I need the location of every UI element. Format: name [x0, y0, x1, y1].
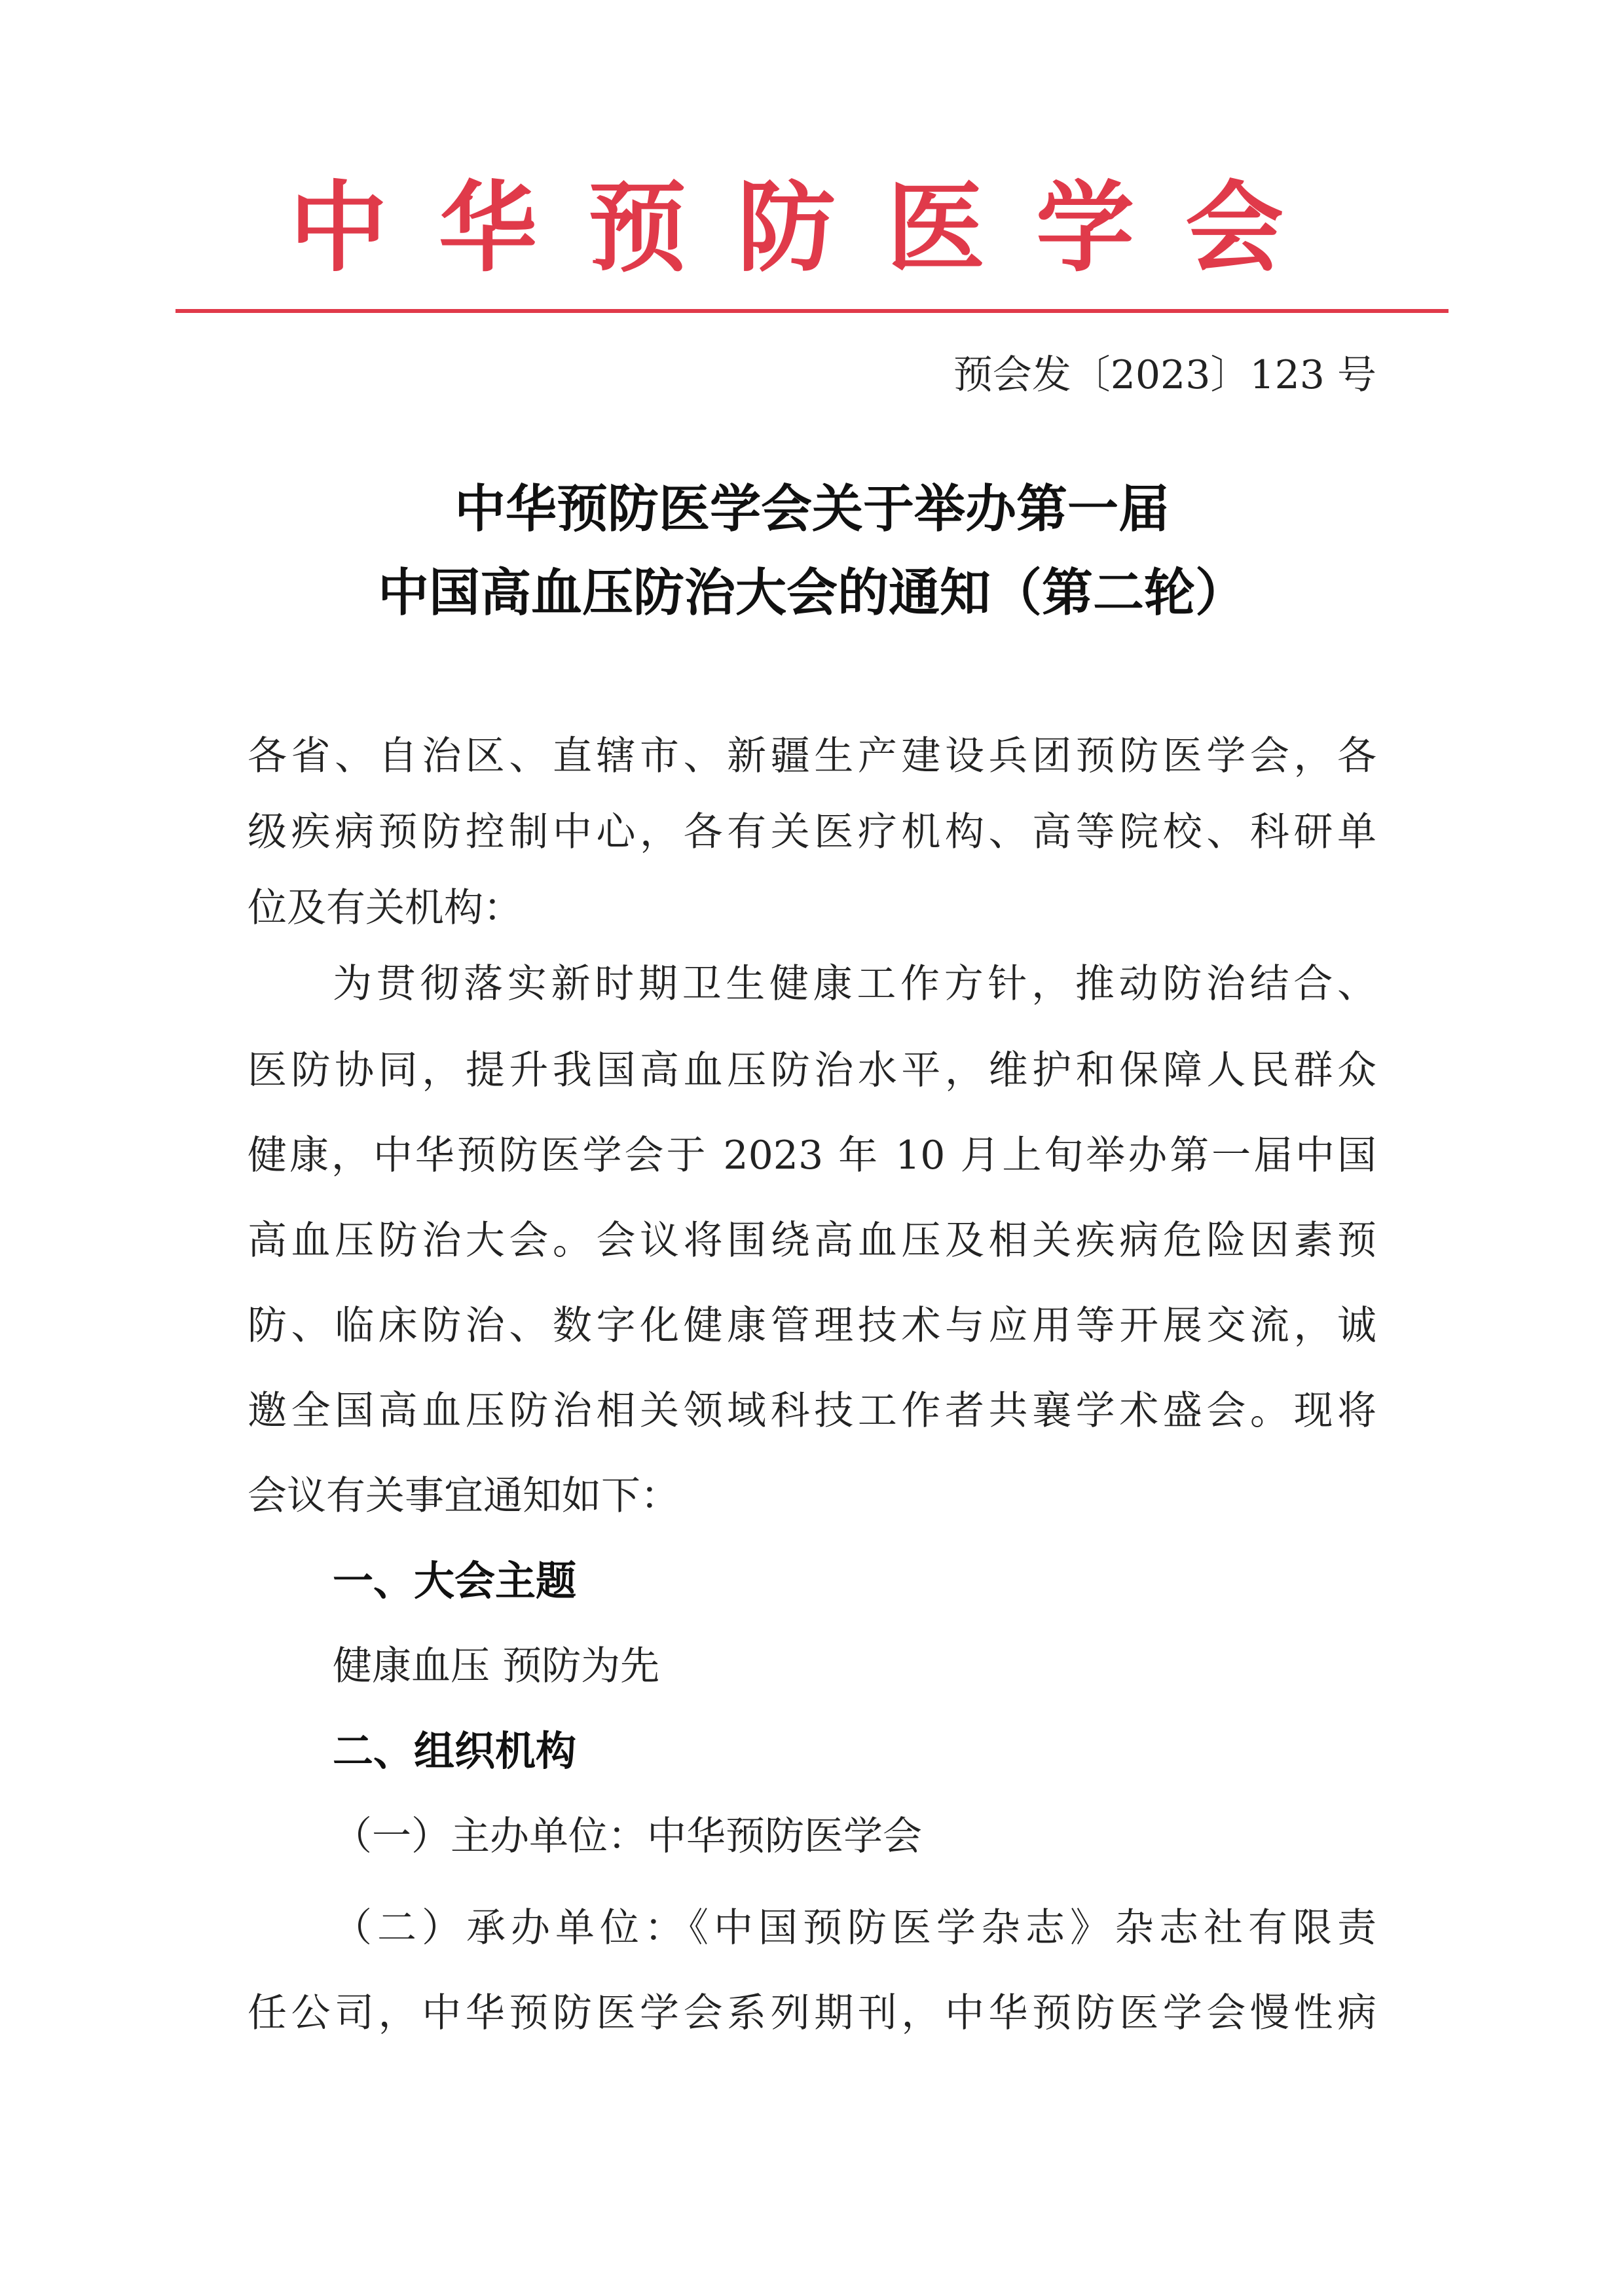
intro-line: 健康，中华预防医学会于 2023 年 10 月上旬举办第一届中国	[248, 1133, 1376, 1178]
intro-line: 高血压防治大会。会议将围绕高血压及相关疾病危险因素预	[248, 1218, 1376, 1264]
intro-line: 邀全国高血压防治相关领域科技工作者共襄学术盛会。现将	[248, 1388, 1376, 1434]
section-2-organizer-line: （二）承办单位：《中国预防医学杂志》杂志社有限责	[333, 1905, 1376, 1951]
document-number: 预会发〔2023〕123 号	[953, 352, 1376, 398]
addressee-line: 位及有关机构：	[248, 885, 523, 931]
document-title-line-2: 中国高血压防治大会的通知（第二轮）	[377, 564, 1246, 623]
intro-line: 医防协同，提升我国高血压防治水平，维护和保障人民群众	[248, 1048, 1376, 1093]
intro-line: 为贯彻落实新时期卫生健康工作方针，推动防治结合、	[333, 961, 1376, 1007]
letterhead-org-name: 中华预防医学会	[289, 170, 1335, 285]
addressee-line: 各省、自治区、直辖市、新疆生产建设兵团预防医学会，各	[248, 733, 1376, 779]
addressee-line: 级疾病预防控制中心，各有关医疗机构、高等院校、科研单	[248, 809, 1376, 855]
section-1-heading: 一、大会主题	[333, 1557, 577, 1605]
document-title-line-1: 中华预防医学会关于举办第一届	[454, 480, 1170, 539]
section-2-heading: 二、组织机构	[333, 1727, 577, 1775]
intro-line: 防、临床防治、数字化健康管理技术与应用等开展交流，诚	[248, 1303, 1376, 1349]
letterhead-red-rule	[175, 309, 1449, 313]
section-1-content: 健康血压 预防为先	[333, 1643, 660, 1689]
intro-line: 会议有关事宜通知如下：	[248, 1473, 680, 1519]
section-2-host: （一）主办单位：中华预防医学会	[333, 1813, 922, 1859]
section-2-organizer-line: 任公司，中华预防医学会系列期刊，中华预防医学会慢性病	[248, 1990, 1376, 2036]
